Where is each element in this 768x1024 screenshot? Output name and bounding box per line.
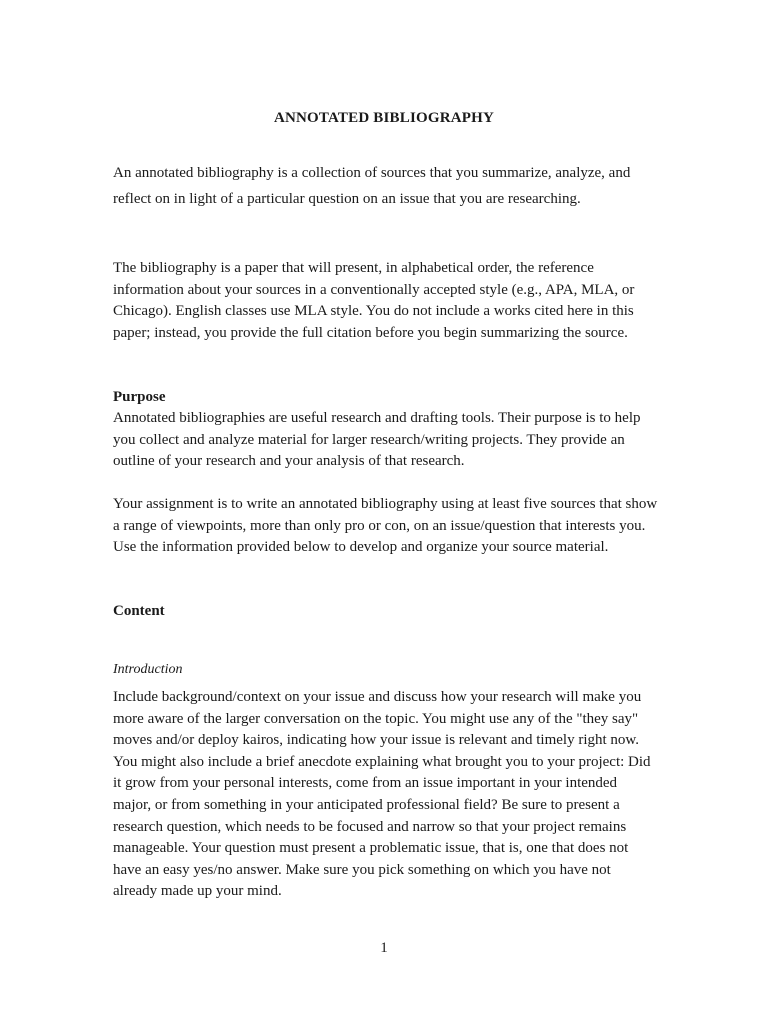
page-number: 1 [380, 940, 388, 956]
assignment-paragraph: Your assignment is to write an annotated bibliography using at least five sources that show a range of viewpoints, more than only pro or con, on an issue/question that interests you. Use the information provided below to develop and organize your source material. [113, 496, 658, 555]
introduction-paragraph: Include background/context on your issue and discuss how your research will make you more aware of the larger conversation on the topic. You might use any of the "they say" moves and/or deploy kairos, indicating how your issue is relevant and timely right now. You might also include a brief anecdote explaining what brought you to your project: Did it grow from your personal interests, come from an issue important in your intended major, or from something in your anticipated professional field? Be sure to present a research question, which needs to be focused and narrow so that your project remains manageable. Your question must present a problematic issue, that is, one that does not have an easy yes/no answer. Make sure you pick something on which you have not already made up your mind. [113, 689, 651, 900]
introduction-subheading: Introduction [113, 662, 183, 677]
bibliography-paragraph: The bibliography is a paper that will present, in alphabetical order, the reference information about your sources in a conventionally accepted style (e.g., APA, MLA, or Chicago). English classes use MLA style. You do not include a works cited here in this paper; instead, you provide the full citation before you begin summarizing the source. [113, 260, 635, 341]
intro-paragraph: An annotated bibliography is a collection of sources that you summarize, analyze, and reflect on in light of a particular question on an issue that you are researching. [113, 165, 631, 207]
purpose-paragraph: Annotated bibliographies are useful research and drafting tools. Their purpose is to help you collect and analyze material for larger research/writing projects. They provide an outline of your research and your analysis of that research. [113, 410, 641, 469]
content-heading: Content [113, 603, 165, 619]
document-title: ANNOTATED BIBLIOGRAPHY [273, 110, 495, 126]
purpose-heading: Purpose [113, 389, 166, 405]
